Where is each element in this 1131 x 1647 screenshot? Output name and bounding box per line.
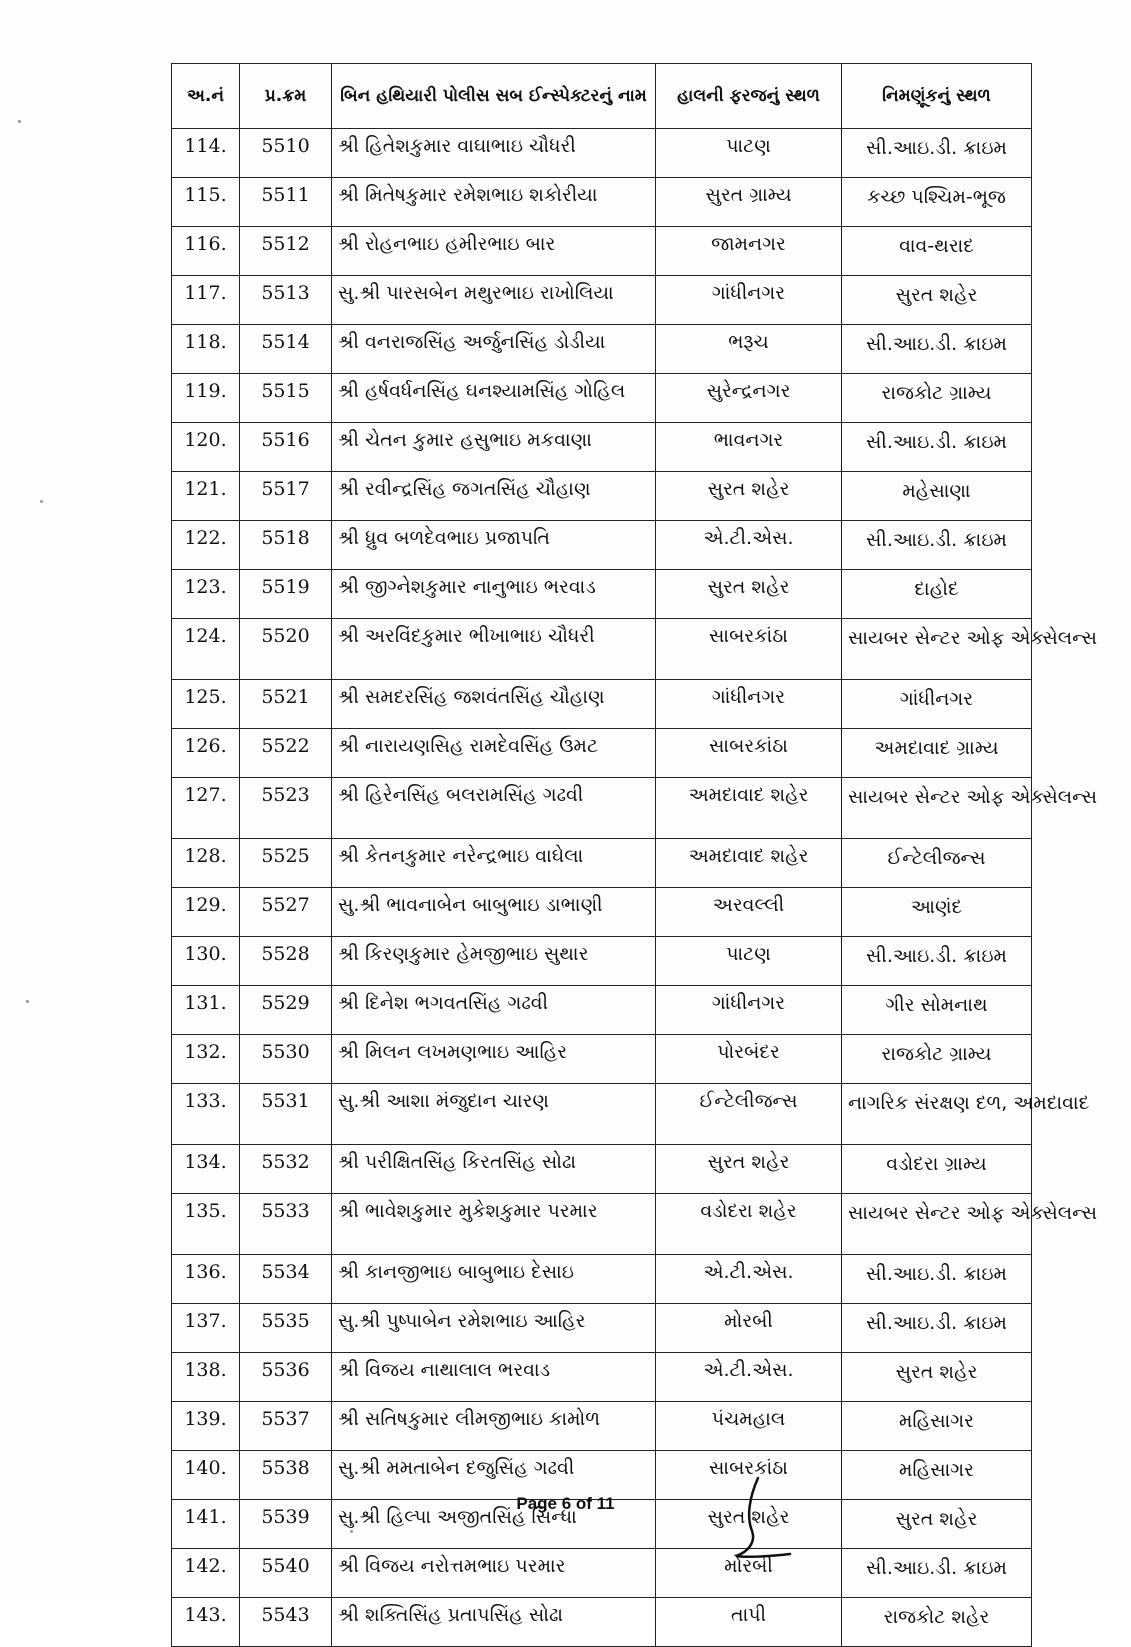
table-row [172, 778, 1032, 839]
appointment-place-cell: સી.આઇ.ડી. ક્રાઇમ [842, 1255, 1032, 1304]
current-posting-cell: અરવલ્લી [656, 888, 842, 937]
serial-cell: 137. [172, 1304, 240, 1353]
serial-cell: 141. [172, 1500, 240, 1549]
table-row [172, 374, 1032, 423]
sequence-cell: 5510 [240, 129, 332, 178]
officer-name-cell: શ્રી ભાવેશકુમાર મુકેશકુમાર પરમાર [332, 1194, 656, 1255]
appointment-place-cell: સુરત શહેર [842, 1500, 1032, 1549]
header-seq: પ્ર.ક્રમ [240, 64, 332, 129]
serial-cell: 120. [172, 423, 240, 472]
header-appointment-place: નિમણૂંકનું સ્થળ [842, 64, 1032, 129]
officer-name-cell: શ્રી હિરેનસિંહ બલરામસિંહ ગઢવી [332, 778, 656, 839]
sequence-cell: 5511 [240, 178, 332, 227]
sequence-cell: 5522 [240, 729, 332, 778]
table-row [172, 129, 1032, 178]
officer-name-cell: શ્રી હિતેશકુમાર વાઘાભાઇ ચૌધરી [332, 129, 656, 178]
current-posting-cell: સુરત શહેર [656, 1500, 842, 1549]
officer-name-cell: શ્રી ધ્રુવ બળદેવભાઇ પ્રજાપતિ [332, 521, 656, 570]
current-posting-cell: ગાંધીનગર [656, 986, 842, 1035]
appointment-place-cell: સી.આઇ.ડી. ક્રાઇમ [842, 423, 1032, 472]
sequence-cell: 5528 [240, 937, 332, 986]
table-row [172, 619, 1032, 680]
serial-cell: 123. [172, 570, 240, 619]
table-row [172, 888, 1032, 937]
current-posting-cell: પાટણ [656, 937, 842, 986]
header-row [172, 64, 1032, 129]
sequence-cell: 5529 [240, 986, 332, 1035]
current-posting-cell: વડોદરા શહેર [656, 1194, 842, 1255]
table-body [172, 129, 1098, 1647]
officer-name-cell: શ્રી નારાયણસિહ રામદેવસિંહ ઉમટ [332, 729, 656, 778]
officer-name-cell: શ્રી કિરણકુમાર હેમજીભાઇ સુથાર [332, 937, 656, 986]
sequence-cell: 5527 [240, 888, 332, 937]
serial-cell: 118. [172, 325, 240, 374]
header-name: બિન હથિયારી પોલીસ સબ ઈન્સ્પેક્ટરનું નામ [332, 64, 656, 129]
scan-speck [18, 120, 21, 123]
appointment-place-cell: સાયબર સેન્ટર ઓફ એક્સેલન્સ [842, 778, 1032, 839]
serial-cell: 133. [172, 1084, 240, 1145]
appointment-place-cell: સાયબર સેન્ટર ઓફ એક્સેલન્સ [842, 1194, 1032, 1255]
current-posting-cell: ઈન્ટેલીજન્સ [656, 1084, 842, 1145]
sequence-cell: 5516 [240, 423, 332, 472]
appointment-place-cell: સી.આઇ.ડી. ક્રાઇમ [842, 521, 1032, 570]
header-current-posting: હાલની ફરજનું સ્થળ [656, 64, 842, 129]
officer-name-cell: શ્રી મિલન લખમણભાઇ આહિર [332, 1035, 656, 1084]
current-posting-cell: સાબરકાંઠા [656, 729, 842, 778]
serial-cell: 139. [172, 1402, 240, 1451]
table-row [172, 423, 1032, 472]
sequence-cell: 5512 [240, 227, 332, 276]
table-row [172, 1549, 1032, 1598]
officer-name-cell: શ્રી દિનેશ ભગવતસિંહ ગઢવી [332, 986, 656, 1035]
sequence-cell: 5519 [240, 570, 332, 619]
serial-cell: 136. [172, 1255, 240, 1304]
serial-cell: 121. [172, 472, 240, 521]
appointment-place-cell: મહિસાગર [842, 1402, 1032, 1451]
sequence-cell: 5521 [240, 680, 332, 729]
serial-cell: 114. [172, 129, 240, 178]
serial-cell: 122. [172, 521, 240, 570]
current-posting-cell: એ.ટી.એસ. [656, 1255, 842, 1304]
current-posting-cell: મોરબી [656, 1304, 842, 1353]
serial-cell: 140. [172, 1451, 240, 1500]
officer-name-cell: શ્રી કાનજીભાઇ બાબુભાઇ દેસાઇ [332, 1255, 656, 1304]
serial-cell: 131. [172, 986, 240, 1035]
table-row [172, 1353, 1032, 1402]
table-row [172, 521, 1032, 570]
serial-cell: 130. [172, 937, 240, 986]
appointment-place-cell: રાજકોટ શહેર [842, 1598, 1032, 1647]
appointment-place-cell: સી.આઇ.ડી. ક્રાઇમ [842, 129, 1032, 178]
current-posting-cell: સુરત શહેર [656, 1145, 842, 1194]
officer-name-cell: સુ.શ્રી પારસબેન મથુરભાઇ રાખોલિયા [332, 276, 656, 325]
current-posting-cell: સુરત શહેર [656, 472, 842, 521]
sequence-cell: 5515 [240, 374, 332, 423]
current-posting-cell: અમદાવાદ શહેર [656, 839, 842, 888]
appointment-place-cell: વાવ-થરાદ [842, 227, 1032, 276]
table-row [172, 325, 1032, 374]
officer-name-cell: શ્રી રવીન્દ્રસિંહ જગતસિંહ ચૌહાણ [332, 472, 656, 521]
sequence-cell: 5535 [240, 1304, 332, 1353]
sequence-cell: 5532 [240, 1145, 332, 1194]
page-number: Page 6 of 11 [516, 1494, 615, 1513]
table-row [172, 1402, 1032, 1451]
appointment-place-cell: ગીર સોમનાથ [842, 986, 1032, 1035]
appointment-place-cell: રાજકોટ ગ્રામ્ય [842, 374, 1032, 423]
appointment-place-cell: વડોદરા ગ્રામ્ય [842, 1145, 1032, 1194]
scan-speck [350, 1530, 353, 1533]
officer-name-cell: શ્રી મિતેષકુમાર રમેશભાઇ શકોરીયા [332, 178, 656, 227]
appointment-place-cell: સી.આઇ.ડી. ક્રાઇમ [842, 325, 1032, 374]
appointment-place-cell: આણંદ [842, 888, 1032, 937]
current-posting-cell: એ.ટી.એસ. [656, 1353, 842, 1402]
current-posting-cell: સાબરકાંઠા [656, 1451, 842, 1500]
officer-name-cell: શ્રી વનરાજસિંહ અર્જુનસિંહ ડોડીયા [332, 325, 656, 374]
officer-name-cell: શ્રી અરવિંદકુમાર ભીખાભાઇ ચૌધરી [332, 619, 656, 680]
current-posting-cell: ગાંધીનગર [656, 276, 842, 325]
serial-cell: 117. [172, 276, 240, 325]
serial-cell: 132. [172, 1035, 240, 1084]
serial-cell: 127. [172, 778, 240, 839]
header-serial: અ.નં [172, 64, 240, 129]
serial-cell: 135. [172, 1194, 240, 1255]
table-row [172, 1255, 1032, 1304]
sequence-cell: 5534 [240, 1255, 332, 1304]
sequence-cell: 5525 [240, 839, 332, 888]
appointment-place-cell: સી.આઇ.ડી. ક્રાઇમ [842, 1549, 1032, 1598]
officer-name-cell: સુ.શ્રી આશા મંજુદાન ચારણ [332, 1084, 656, 1145]
appointment-place-cell: દાહોદ [842, 570, 1032, 619]
serial-cell: 138. [172, 1353, 240, 1402]
sequence-cell: 5539 [240, 1500, 332, 1549]
table-row [172, 472, 1032, 521]
appointment-place-cell: સી.આઇ.ડી. ક્રાઇમ [842, 1304, 1032, 1353]
table-row [172, 1451, 1032, 1500]
sequence-cell: 5540 [240, 1549, 332, 1598]
appointment-place-cell: સી.આઇ.ડી. ક્રાઇમ [842, 937, 1032, 986]
sequence-cell: 5523 [240, 778, 332, 839]
officer-name-cell: શ્રી કેતનકુમાર નરેન્દ્રભાઇ વાઘેલા [332, 839, 656, 888]
current-posting-cell: ભરૂચ [656, 325, 842, 374]
scan-speck [40, 500, 43, 503]
table-row [172, 986, 1032, 1035]
appointment-place-cell: ઈન્ટેલીજન્સ [842, 839, 1032, 888]
serial-cell: 142. [172, 1549, 240, 1598]
current-posting-cell: ભાવનગર [656, 423, 842, 472]
serial-cell: 116. [172, 227, 240, 276]
appointment-place-cell: સુરત શહેર [842, 276, 1032, 325]
sequence-cell: 5531 [240, 1084, 332, 1145]
current-posting-cell: સુરત શહેર [656, 570, 842, 619]
table-row [172, 1145, 1032, 1194]
appointment-place-cell: રાજકોટ ગ્રામ્ય [842, 1035, 1032, 1084]
current-posting-cell: સુરત ગ્રામ્ય [656, 178, 842, 227]
table-row [172, 570, 1032, 619]
appointment-place-cell: મહેસાણા [842, 472, 1032, 521]
officer-name-cell: સુ.શ્રી પુષ્પાબેન રમેશભાઇ આહિર [332, 1304, 656, 1353]
officer-name-cell: શ્રી સમદરસિંહ જશવંતસિંહ ચૌહાણ [332, 680, 656, 729]
signature-mark [728, 1476, 798, 1566]
appointment-place-cell: નાગરિક સંરક્ષણ દળ, અમદાવાદ [842, 1084, 1032, 1145]
table-row [172, 680, 1032, 729]
officer-name-cell: શ્રી વિજય નાથાલાલ ભરવાડ [332, 1353, 656, 1402]
table-row [172, 937, 1032, 986]
serial-cell: 126. [172, 729, 240, 778]
current-posting-cell: સાબરકાંઠા [656, 619, 842, 680]
serial-cell: 125. [172, 680, 240, 729]
table-row [172, 1084, 1032, 1145]
officer-name-cell: શ્રી ચેતન કુમાર હસુભાઇ મકવાણા [332, 423, 656, 472]
table-row [172, 1194, 1032, 1255]
appointment-place-cell: ગાંધીનગર [842, 680, 1032, 729]
table-row [172, 227, 1032, 276]
scan-speck [26, 1000, 29, 1003]
sequence-cell: 5533 [240, 1194, 332, 1255]
appointment-place-cell: સાયબર સેન્ટર ઓફ એક્સેલન્સ [842, 619, 1032, 680]
current-posting-cell: પોરબંદર [656, 1035, 842, 1084]
sequence-cell: 5514 [240, 325, 332, 374]
serial-cell: 119. [172, 374, 240, 423]
officer-name-cell: શ્રી સતિષકુમાર લીમજીભાઇ કામોળ [332, 1402, 656, 1451]
table-row [172, 1304, 1032, 1353]
sequence-cell: 5517 [240, 472, 332, 521]
sequence-cell: 5537 [240, 1402, 332, 1451]
appointment-place-cell: અમદાવાદ ગ્રામ્ય [842, 729, 1032, 778]
current-posting-cell: પંચમહાલ [656, 1402, 842, 1451]
table-row [172, 1598, 1032, 1647]
table-row [172, 839, 1032, 888]
serial-cell: 134. [172, 1145, 240, 1194]
sequence-cell: 5543 [240, 1598, 332, 1647]
serial-cell: 128. [172, 839, 240, 888]
table-row [172, 1035, 1032, 1084]
transfer-table [171, 63, 1098, 1647]
table-header [172, 64, 1032, 129]
current-posting-cell: અમદાવાદ શહેર [656, 778, 842, 839]
officer-name-cell: શ્રી રોહનભાઇ હમીરભાઇ બાર [332, 227, 656, 276]
appointment-place-cell: મહિસાગર [842, 1451, 1032, 1500]
officer-name-cell: શ્રી શક્તિસિંહ પ્રતાપસિંહ સોઢા [332, 1598, 656, 1647]
current-posting-cell: મોરબી [656, 1549, 842, 1598]
officer-name-cell: શ્રી હર્ષવર્ધનસિંહ ઘનશ્યામસિંહ ગોહિલ [332, 374, 656, 423]
table-row [172, 276, 1032, 325]
table-row [172, 729, 1032, 778]
serial-cell: 143. [172, 1598, 240, 1647]
sequence-cell: 5518 [240, 521, 332, 570]
serial-cell: 115. [172, 178, 240, 227]
officer-name-cell: સુ.શ્રી મમતાબેન દજુસિંહ ગઢવી [332, 1451, 656, 1500]
officer-name-cell: સુ.શ્રી હિલ્પા અજીતસિંહ સિન્ધા [332, 1500, 656, 1549]
current-posting-cell: તાપી [656, 1598, 842, 1647]
current-posting-cell: ગાંધીનગર [656, 680, 842, 729]
sequence-cell: 5530 [240, 1035, 332, 1084]
current-posting-cell: સુરેન્દ્રનગર [656, 374, 842, 423]
officer-name-cell: શ્રી વિજય નરોત્તમભાઇ પરમાર [332, 1549, 656, 1598]
sequence-cell: 5538 [240, 1451, 332, 1500]
serial-cell: 129. [172, 888, 240, 937]
appointment-place-cell: સુરત શહેર [842, 1353, 1032, 1402]
sequence-cell: 5520 [240, 619, 332, 680]
officer-name-cell: શ્રી પરીક્ષિતસિંહ કિરતસિંહ સોઢા [332, 1145, 656, 1194]
current-posting-cell: જામનગર [656, 227, 842, 276]
officer-name-cell: શ્રી જીગ્નેશકુમાર નાનુભાઇ ભરવાડ [332, 570, 656, 619]
current-posting-cell: પાટણ [656, 129, 842, 178]
serial-cell: 124. [172, 619, 240, 680]
sequence-cell: 5513 [240, 276, 332, 325]
officer-name-cell: સુ.શ્રી ભાવનાબેન બાબુભાઇ ડાભાણી [332, 888, 656, 937]
table-row [172, 178, 1032, 227]
sequence-cell: 5536 [240, 1353, 332, 1402]
appointment-place-cell: કચ્છ પશ્ચિમ-ભૂજ [842, 178, 1032, 227]
current-posting-cell: એ.ટી.એસ. [656, 521, 842, 570]
